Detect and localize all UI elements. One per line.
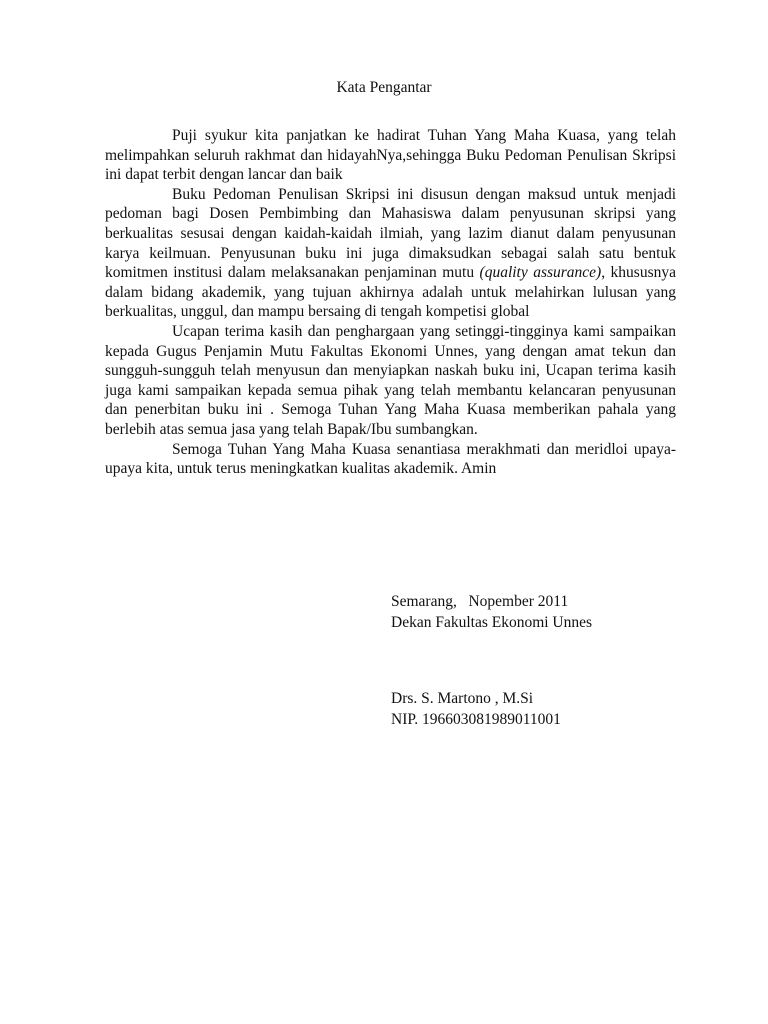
signature-block-top [391,592,592,633]
paragraph-4 [105,440,676,479]
signer-nip: NIP. 196603081989011001 [391,710,561,728]
paragraph-1-text: Puji syukur kita panjatkan ke hadirat Tuhan Yang Maha Kuasa, yang telah melimpahkan seluruh rakhmat dan hidayahNya,sehingga Buku Pedoman Penulisan Skripsi ini dapat terbit dengan lancar dan baik [105,127,676,184]
body-text [105,126,676,479]
signature-block-bottom [391,689,561,730]
signer-name: Drs. S. Martono , M.Si [391,690,534,707]
page-title: Kata Pengantar [336,79,432,96]
paragraph-2-italic-term: (quality assurance) [479,264,602,282]
paragraph-4-text: Semoga Tuhan Yang Maha Kuasa senantiasa merakhmati dan meridloi upaya-upaya kita, untuk terus meningkatkan kualitas akademik. Amin [105,440,676,478]
signer-position: Dekan Fakultas Ekonomi Unnes [391,613,593,631]
paragraph-2-text-before: Buku Pedoman Penulisan Skripsi ini disusun dengan maksud untuk menjadi pedoman bagi Dosen Pembimbing dan Mahasiswa dalam penyusunan skripsi yang berkualitas sesusai dengan kaidah-kaidah ilmiah, yang lazim dianut dalam penyusunan karya keilmuan. Penyusunan buku ini juga dimaksudkan sebagai salah satu bentuk komitmen institusi dalam melaksanakan penjaminan mutu [105,185,676,282]
paragraph-2 [105,185,676,322]
paragraph-3-text: Ucapan terima kasih dan penghargaan yang setinggi-tingginya kami sampaikan kepada Gugus Penjamin Mutu Fakultas Ekonomi Unnes, yang dengan amat tekun dan sungguh-sungguh telah menyusun dan menyiapkan naskah buku ini, Ucapan terima kasih juga kami sampaikan kepada semua pihak yang telah membantu kelancaran penyusunan dan penerbitan buku ini . Semoga Tuhan Yang Maha Kuasa memberikan pahala yang berlebih atas semua jasa yang telah Bapak/Ibu sumbangkan. [105,322,676,438]
place-date: Semarang, Nopember 2011 [391,593,569,610]
paragraph-1 [105,126,676,185]
paragraph-2-text-after: , khususnya dalam bidang akademik, yang tujuan akhirnya adalah untuk melahirkan lulusan yang berkualitas, unggul, dan mampu bersaing di tengah kompetisi global [105,264,676,321]
paragraph-3 [105,322,676,440]
